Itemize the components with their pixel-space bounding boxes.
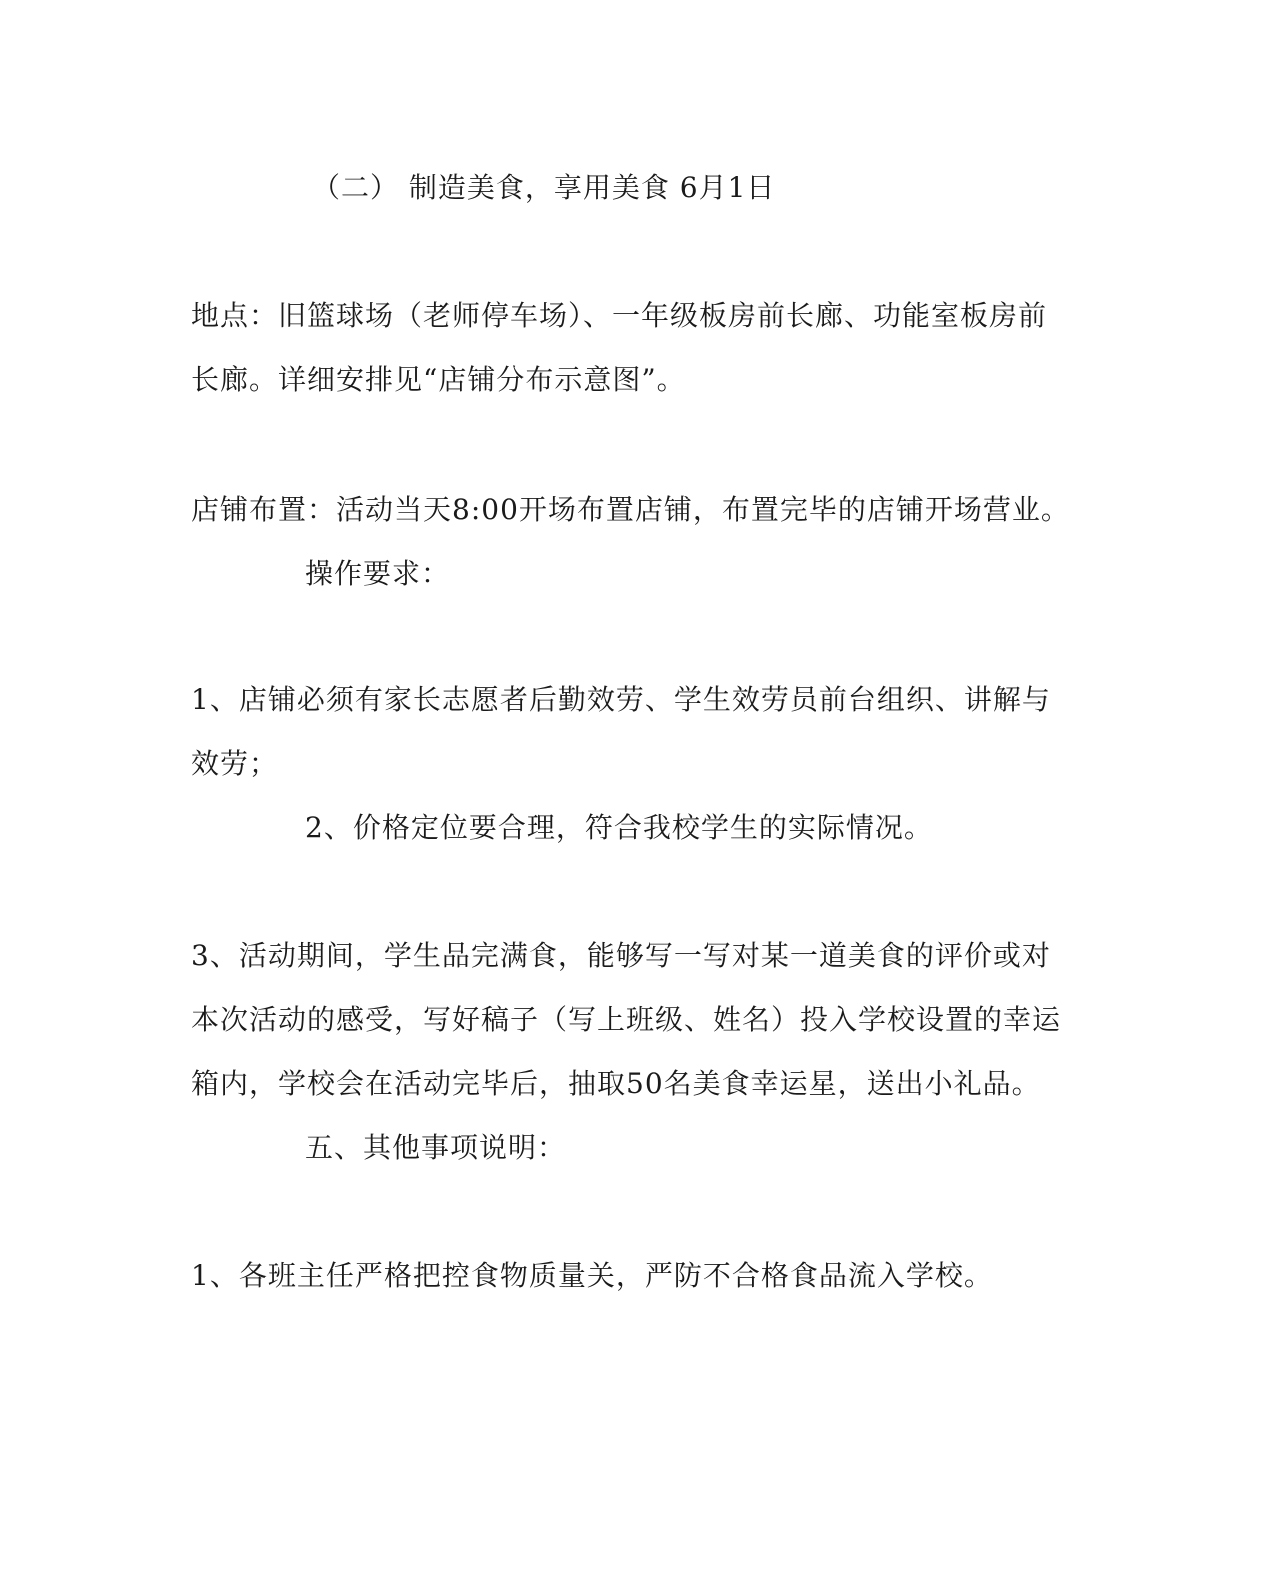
- requirement-1-line-2: 效劳；: [191, 747, 279, 780]
- requirement-3-line-1: 3、活动期间，学生品完满食，能够写一写对某一道美食的评价或对: [191, 939, 1051, 972]
- requirement-1-line-1: 1、店铺必须有家长志愿者后勤效劳、学生效劳员前台组织、讲解与: [191, 683, 1051, 716]
- requirement-3-line-2: 本次活动的感受，写好稿子（写上班级、姓名）投入学校设置的幸运: [191, 1003, 1062, 1036]
- requirements-title: 操作要求：: [305, 557, 451, 590]
- section-heading: （二） 制造美食，享用美食 6月1日: [312, 171, 776, 204]
- requirement-3-line-3: 箱内，学校会在活动完毕后，抽取50名美食幸运星，送出小礼品。: [191, 1067, 1041, 1100]
- location-line-2: 长廊。详细安排见“店铺分布示意图”。: [191, 363, 686, 396]
- other-matters-title: 五、其他事项说明：: [305, 1131, 567, 1164]
- requirement-2: 2、价格定位要合理，符合我校学生的实际情况。: [305, 811, 933, 844]
- location-line-1: 地点：旧篮球场（老师停车场）、一年级板房前长廊、功能室板房前: [191, 299, 1048, 332]
- other-matter-1: 1、各班主任严格把控食物质量关，严防不合格食品流入学校。: [191, 1259, 993, 1292]
- setup-paragraph: 店铺布置：活动当天8:00开场布置店铺，布置完毕的店铺开场营业。: [191, 493, 1070, 526]
